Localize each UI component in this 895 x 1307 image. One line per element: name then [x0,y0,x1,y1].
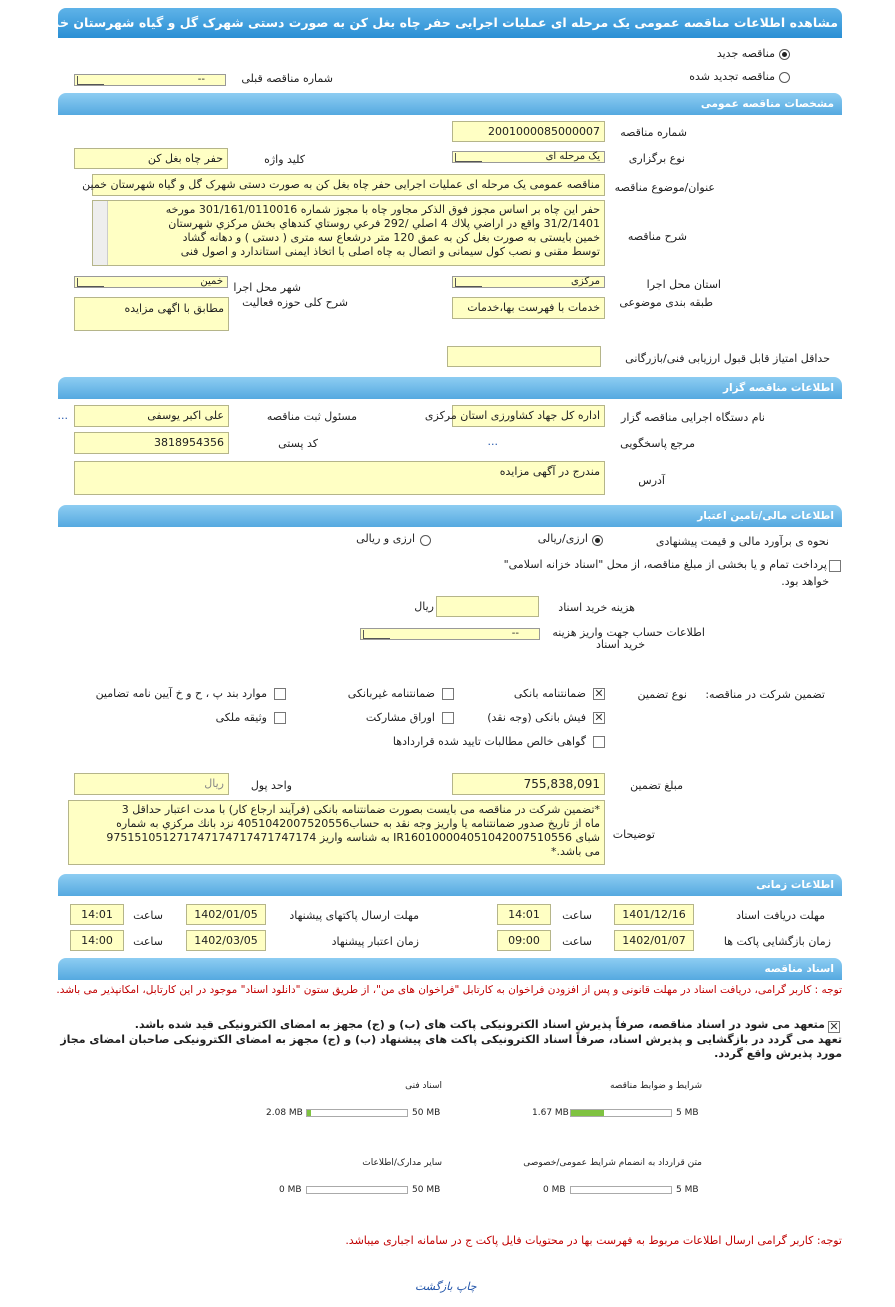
doc-receive-date: 1401/12/16 [614,904,694,925]
min-score-field [447,346,601,367]
account-label-1: اطلاعات حساب جهت واریز هزینه [552,626,705,639]
tender-number-label: شماره مناقصه [620,126,687,139]
registrar-label: مسئول ثبت مناقصه [266,410,357,423]
province-label: استان محل اجرا [646,278,721,291]
guarantee-label: تضمین شرکت در مناقصه: [705,688,825,701]
account-select[interactable]: -- [360,628,540,640]
file-4-max: 50 MB [412,1185,441,1195]
treasury-checkbox[interactable] [829,560,841,572]
type-select[interactable]: یک مرحله ای [452,151,605,163]
validity-time: 14:00 [70,930,124,951]
file-2-name: اسناد فنی [405,1081,442,1091]
description-line: 31/2/1401 واقع در اراضي پلاك 4 اصلي /292 فرعي روستاي كندهاي بخش مركزي شهرستان [168,217,600,230]
city-select[interactable]: خمین [74,276,228,288]
currency-label: واحد پول [250,779,292,792]
file-2-used: 2.08 MB [266,1108,303,1118]
file-2-progress [306,1109,408,1117]
section-financial: اطلاعات مالی/تامین اعتبار [58,505,842,527]
estimate-opt2-label: ارزی و ریالی [356,532,415,545]
open-time-label: ساعت [562,935,592,948]
reference-more-link[interactable]: ... [487,435,498,448]
file-3-max: 5 MB [676,1185,699,1195]
notes-line: *تضمین شرکت در مناقصه می بایست بصورت ضمانتنامه بانکی (فرآیند ارجاع کار) با مدت اعتبار حداقل 3 [121,803,600,816]
category-field: خدمات با فهرست بها،خدمات [452,297,605,319]
commit-text-2: تعهد می گردد در بازگشایی و پذیرش اسناد، صرفاً اسناد الکترونیکی پاکت های پیشنهاد (ب) و (ج) مجهز به امضای الکترونیکی صاحبان امضای مجاز مورد پذیرش واقع گردد. [60,1033,842,1060]
guarantee-items-checkbox[interactable] [274,688,286,700]
postal-code-field: 3818954356 [74,432,229,454]
file-3-name: متن قرارداد به انضمام شرایط عمومی/خصوصی [523,1158,702,1168]
file-4-name: سایر مدارک/اطلاعات [362,1158,442,1168]
estimate-label: نحوه ی برآورد مالی و قیمت پیشنهادی [655,535,829,548]
guarantee-bank-checkbox[interactable]: ✕ [594,687,604,700]
subject-label: عنوان/موضوع مناقصه [614,181,715,194]
description-label: شرح مناقصه [627,230,687,243]
commit-checkbox[interactable]: ✕ [829,1020,839,1033]
file-1-progress [570,1109,672,1117]
guarantee-property-checkbox[interactable] [274,712,286,724]
open-date: 1402/01/07 [614,930,694,951]
open-label: زمان بازگشایی پاکت ها [723,935,831,948]
description-line: حفر این چاه بر اساس مجوز فوق الذکر مجاور چاه با مجوز شماره 301/161/0110016 مورخه [165,203,600,216]
file-3-used: 0 MB [543,1185,566,1195]
send-deadline-time: 14:01 [70,904,124,925]
radio-renewed-tender[interactable] [779,72,790,83]
guarantee-check-checkbox[interactable]: ✕ [594,711,604,724]
guarantee-check-label: فیش بانکی (وجه نقد) [487,711,586,724]
guarantee-nonbank-label: ضمانتنامه غیربانکی [347,687,435,700]
file-4-progress [306,1186,408,1194]
reference-label: مرجع پاسخگویی [620,437,695,450]
keyword-label: کلید واژه [264,153,305,166]
description-line: توسط مقنی و نصب کول سیمانی و اتصال به چاه اصلی با اتخاذ ایمنی استاندارد و اصول فنی [180,245,600,258]
notes-line: می باشد.* [551,845,600,858]
address-field: مندرج در آگهی مزایده [74,461,605,495]
province-select[interactable]: مرکزی [452,276,605,288]
bottom-notice: توجه: کاربر گرامی ارسال اطلاعات مربوط به فهرست بها در محتویات فایل پاکت ج در سامانه اجباری میباشد. [345,1234,842,1247]
activity-field: مطابق با اگهی مزایده [74,297,229,331]
description-field [92,200,605,266]
guarantee-claims-label: گواهی خالص مطالبات تایید شده قراردادها [392,735,586,748]
section-organizer: اطلاعات مناقصه گزار [58,377,842,399]
open-time: 09:00 [497,930,551,951]
doc-cost-field [436,596,539,617]
validity-time-label: ساعت [133,935,163,948]
activity-label: شرح کلی حوزه فعالیت [242,296,348,309]
address-label: آدرس [638,474,665,487]
category-label: طبقه بندی موضوعی [619,296,713,309]
guarantee-property-label: وثیقه ملکی [215,711,267,724]
guarantee-bonds-checkbox[interactable] [442,712,454,724]
guarantee-type-label: نوع تضمین [637,688,687,701]
validity-date: 1402/03/05 [186,930,266,951]
file-1-max: 5 MB [676,1108,699,1118]
notes-line: ماه از تاریخ صدور ضمانتنامه یا واریز وجه نقد به حساب4051042007520556 نزد بانك مركزي به شماره [116,817,600,830]
currency-field: ریال [74,773,229,795]
doc-cost-unit: ریال [414,600,434,613]
print-back-link[interactable]: چاپ بازگشت [415,1280,477,1293]
amount-label: مبلغ تضمین [630,779,683,792]
page-title: مشاهده اطلاعات مناقصه عمومی یک مرحله ای عملیات اجرایی حفر چاه بغل کن به صورت دستی شهرک گل و گیاه شهرستان خمین [58,8,842,38]
guarantee-items-label: موارد بند پ ، ح و خ آیین نامه تضامین [95,687,267,700]
tender-number-field: 2001000085000007 [452,121,605,142]
guarantee-bank-label: ضمانتنامه بانکی [513,687,586,700]
organizer-label: نام دستگاه اجرایی مناقصه گزار [621,411,765,424]
type-label: نوع برگزاری [628,152,685,165]
guarantee-bonds-label: اوراق مشارکت [365,711,435,724]
subject-field: مناقصه عمومی یک مرحله ای عملیات اجرایی حفر چاه بغل کن به صورت دستی شهرک گل و گیاه شهرستان خمین [92,174,605,196]
city-label: شهر محل اجرا [233,281,301,294]
treasury-text-1: پرداخت تمام و یا بخشی از مبلغ مناقصه، از محل "اسناد خزانه اسلامی" [503,558,827,571]
notes-label: توضیحات [612,828,655,841]
notes-line: شبای IR160100004051042007510556 به شناسه واریز 975151051271747174717471747174 [106,831,600,844]
file-2-max: 50 MB [412,1108,441,1118]
guarantee-claims-checkbox[interactable] [593,736,605,748]
documents-notice: توجه : کاربر گرامی، دریافت اسناد در مهلت قانونی و پس از افزودن فراخوان به کارتابل "فراخوان های من"، از طریق ستون "دانلود اسناد" موجود در این کارتابل، امکانپذیر می باشد. [56,984,842,996]
guarantee-nonbank-checkbox[interactable] [442,688,454,700]
section-documents: اسناد مناقصه [58,958,842,980]
notes-field [68,800,605,865]
file-1-name: شرایط و ضوابط مناقصه [609,1081,702,1091]
postal-code-label: کد پستی [278,437,318,450]
file-1-progress-fill [571,1110,604,1116]
registrar-field: علی اکبر یوسفی [74,405,229,427]
doc-receive-time: 14:01 [497,904,551,925]
send-deadline-label: مهلت ارسال پاکتهای پیشنهاد [289,909,419,922]
validity-label: زمان اعتبار پیشنهاد [331,935,419,948]
doc-receive-time-label: ساعت [562,909,592,922]
keyword-field: حفر چاه بغل کن [74,148,228,169]
organizer-field: اداره کل جهاد کشاورزی استان مرکزی [452,405,605,427]
estimate-opt1-label: ارزی/ریالی [537,532,588,545]
section-general: مشخصات مناقصه عمومی [58,93,842,115]
description-scrollbar[interactable] [93,201,108,265]
organizer-more-link[interactable]: ... [57,409,68,422]
min-score-label: حداقل امتیاز قابل قبول ارزیابی فنی/بازرگانی [625,352,830,365]
doc-cost-label: هزینه خرید اسناد [558,601,635,614]
radio-new-label: مناقصه جدید [716,47,775,60]
account-label-2: خرید اسناد [595,638,645,651]
file-4-used: 0 MB [279,1185,302,1195]
send-deadline-time-label: ساعت [133,909,163,922]
radio-renewed-label: مناقصه تجدید شده [689,70,775,83]
radio-estimate-both[interactable] [420,535,431,546]
radio-estimate-currency-rial[interactable] [592,535,603,546]
file-1-used: 1.67 MB [532,1108,569,1118]
prev-tender-select[interactable]: -- [74,74,226,86]
amount-field: 755,838,091 [452,773,605,795]
treasury-text-2: خواهد بود. [781,575,829,588]
radio-new-tender[interactable] [779,49,790,60]
prev-tender-label: شماره مناقصه قبلی [241,72,333,85]
file-3-progress [570,1186,672,1194]
section-timing: اطلاعات زمانی [58,874,842,896]
commit-text-1: متعهد می شود در اسناد مناقصه، صرفاً پذیرش اسناد الکترونیکی پاکت های (ب) و (ج) مجهز به امضای الکترونیکی قید شده باشد. [134,1018,825,1031]
file-2-progress-fill [307,1110,311,1116]
doc-receive-label: مهلت دریافت اسناد [736,909,825,922]
send-deadline-date: 1402/01/05 [186,904,266,925]
description-line: خمين بایستی به صورت بغل کن به عمق 120 متر درشعاع سه متری ( دستی ) و دهانه گشاد [182,231,600,244]
